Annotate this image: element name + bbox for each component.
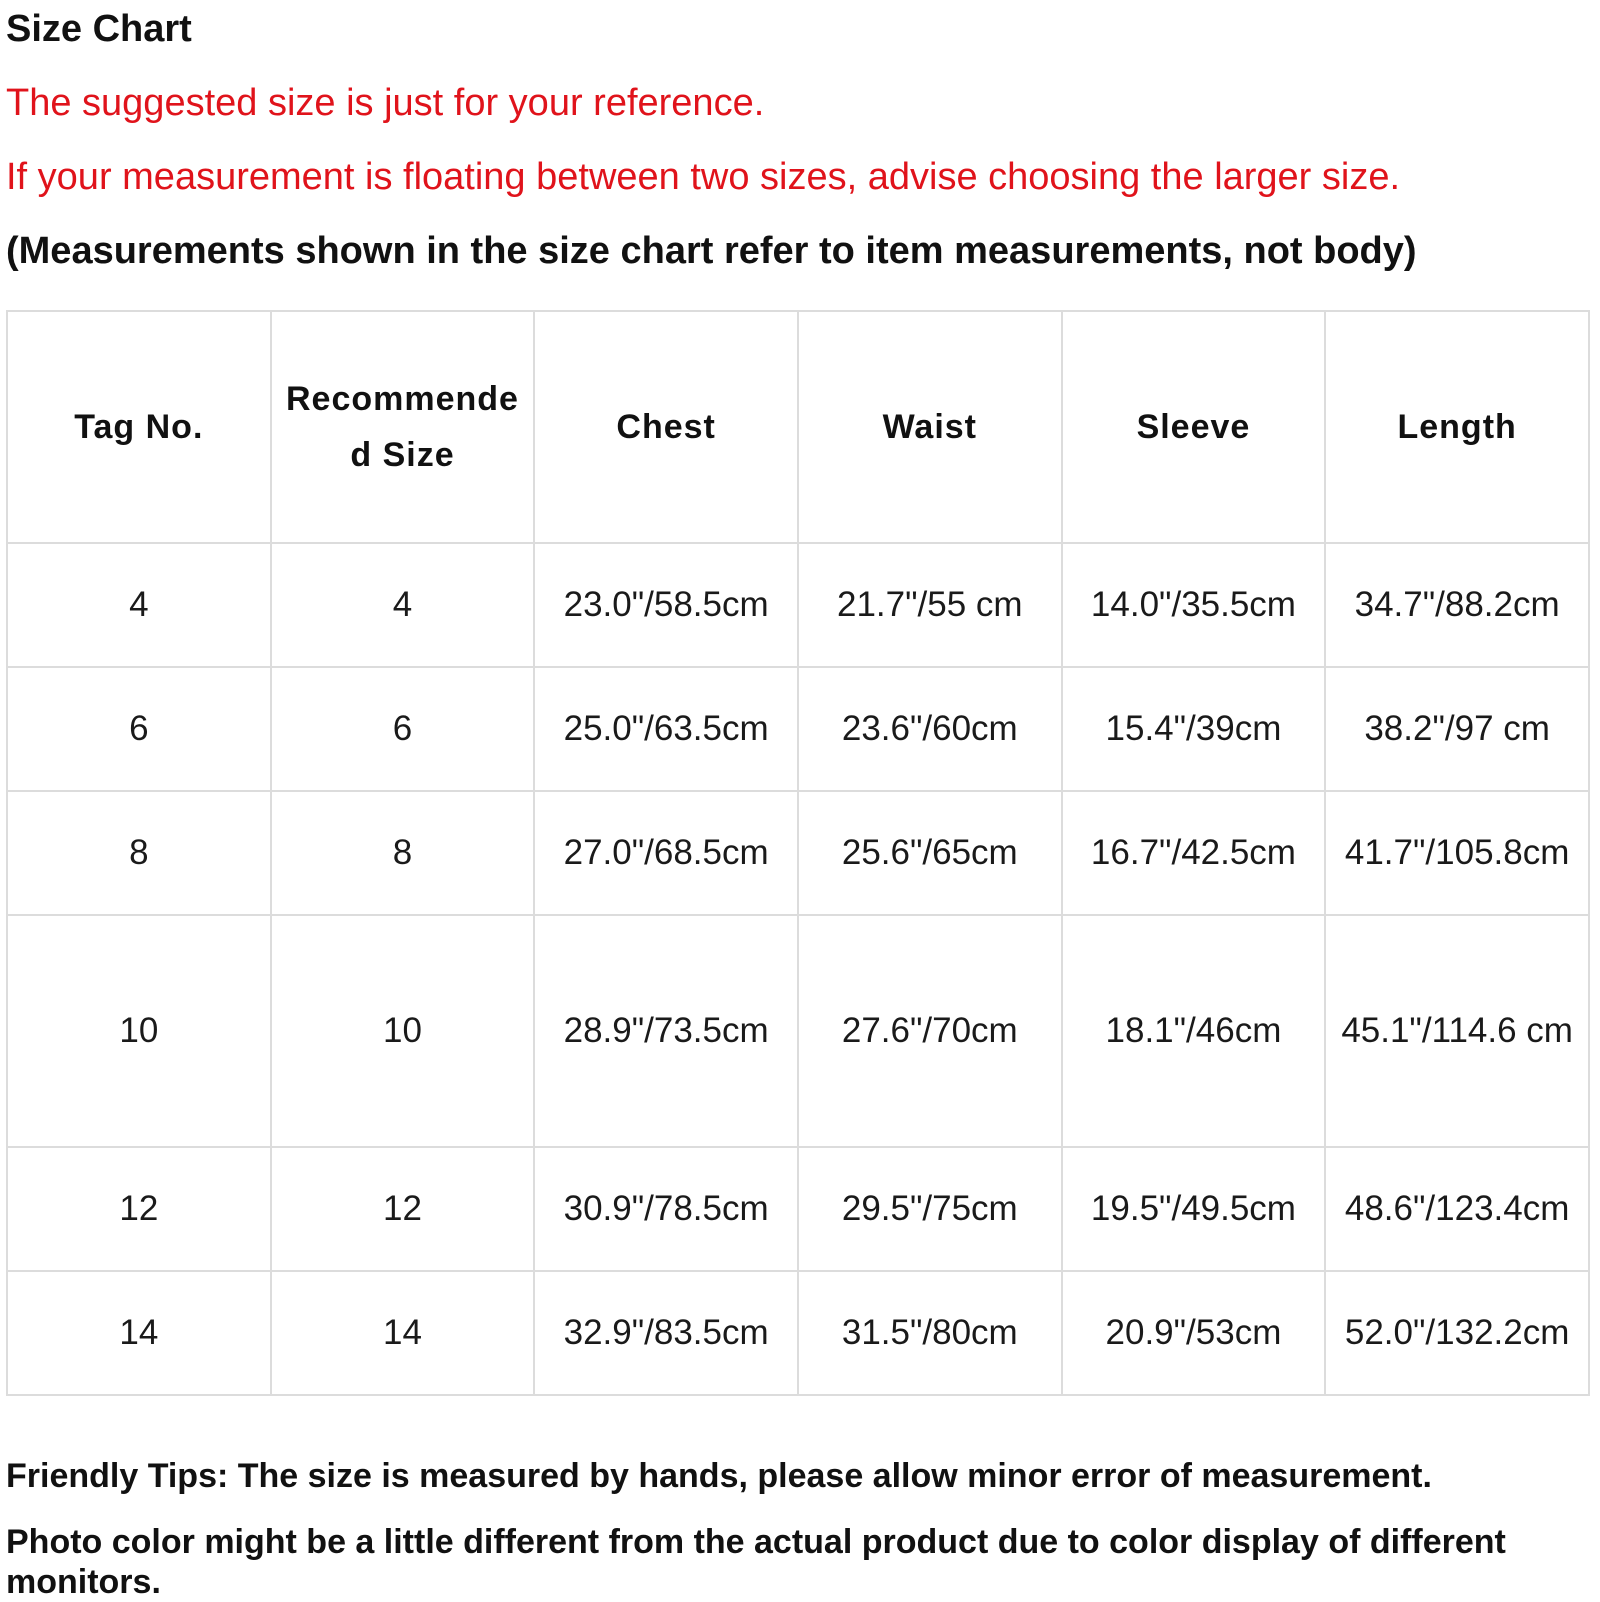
friendly-tips: Friendly Tips: The size is measured by hands, please allow minor error of measurement.	[6, 1457, 1432, 1495]
photo-color-note: Photo color might be a little different from the actual product due to color display of different monitors.	[6, 1523, 1506, 1601]
cell-recommended-size: 12	[271, 1147, 535, 1271]
header-recommended-size: Recommended Size	[271, 311, 535, 543]
table-header-row	[7, 311, 1589, 543]
cell-waist: 21.7"/55 cm	[798, 543, 1062, 667]
cell-chest: 23.0"/58.5cm	[534, 543, 798, 667]
size-advice-note: If your measurement is floating between two sizes, advise choosing the larger size.	[6, 156, 1401, 198]
table-row	[7, 667, 1589, 791]
cell-tag-no: 14	[7, 1271, 271, 1395]
table-row	[7, 1271, 1589, 1395]
cell-waist: 31.5"/80cm	[798, 1271, 1062, 1395]
cell-chest: 27.0"/68.5cm	[534, 791, 798, 915]
cell-tag-no: 8	[7, 791, 271, 915]
cell-tag-no: 4	[7, 543, 271, 667]
cell-length: 38.2"/97 cm	[1325, 667, 1589, 791]
cell-waist: 25.6"/65cm	[798, 791, 1062, 915]
cell-length: 52.0"/132.2cm	[1325, 1271, 1589, 1395]
cell-length: 45.1"/114.6 cm	[1325, 915, 1589, 1147]
cell-waist: 27.6"/70cm	[798, 915, 1062, 1147]
header-waist: Waist	[798, 311, 1062, 543]
cell-recommended-size: 10	[271, 915, 535, 1147]
cell-recommended-size: 4	[271, 543, 535, 667]
cell-sleeve: 15.4"/39cm	[1062, 667, 1326, 791]
cell-tag-no: 10	[7, 915, 271, 1147]
cell-tag-no: 6	[7, 667, 271, 791]
cell-waist: 29.5"/75cm	[798, 1147, 1062, 1271]
table-row	[7, 543, 1589, 667]
cell-waist: 23.6"/60cm	[798, 667, 1062, 791]
cell-sleeve: 19.5"/49.5cm	[1062, 1147, 1326, 1271]
cell-recommended-size: 6	[271, 667, 535, 791]
cell-sleeve: 18.1"/46cm	[1062, 915, 1326, 1147]
header-chest: Chest	[534, 311, 798, 543]
cell-recommended-size: 8	[271, 791, 535, 915]
table-row	[7, 915, 1589, 1147]
table-row	[7, 1147, 1589, 1271]
cell-chest: 25.0"/63.5cm	[534, 667, 798, 791]
header-sleeve: Sleeve	[1062, 311, 1326, 543]
header-tag-no: Tag No.	[7, 311, 271, 543]
measurement-subheading: (Measurements shown in the size chart refer to item measurements, not body)	[6, 230, 1417, 272]
size-table	[6, 310, 1590, 1396]
cell-sleeve: 14.0"/35.5cm	[1062, 543, 1326, 667]
cell-sleeve: 16.7"/42.5cm	[1062, 791, 1326, 915]
cell-length: 34.7"/88.2cm	[1325, 543, 1589, 667]
cell-recommended-size: 14	[271, 1271, 535, 1395]
cell-sleeve: 20.9"/53cm	[1062, 1271, 1326, 1395]
page-title: Size Chart	[6, 8, 192, 50]
cell-length: 48.6"/123.4cm	[1325, 1147, 1589, 1271]
cell-length: 41.7"/105.8cm	[1325, 791, 1589, 915]
cell-tag-no: 12	[7, 1147, 271, 1271]
cell-chest: 32.9"/83.5cm	[534, 1271, 798, 1395]
cell-chest: 28.9"/73.5cm	[534, 915, 798, 1147]
table-row	[7, 791, 1589, 915]
cell-chest: 30.9"/78.5cm	[534, 1147, 798, 1271]
reference-note: The suggested size is just for your reference.	[6, 82, 765, 124]
header-length: Length	[1325, 311, 1589, 543]
